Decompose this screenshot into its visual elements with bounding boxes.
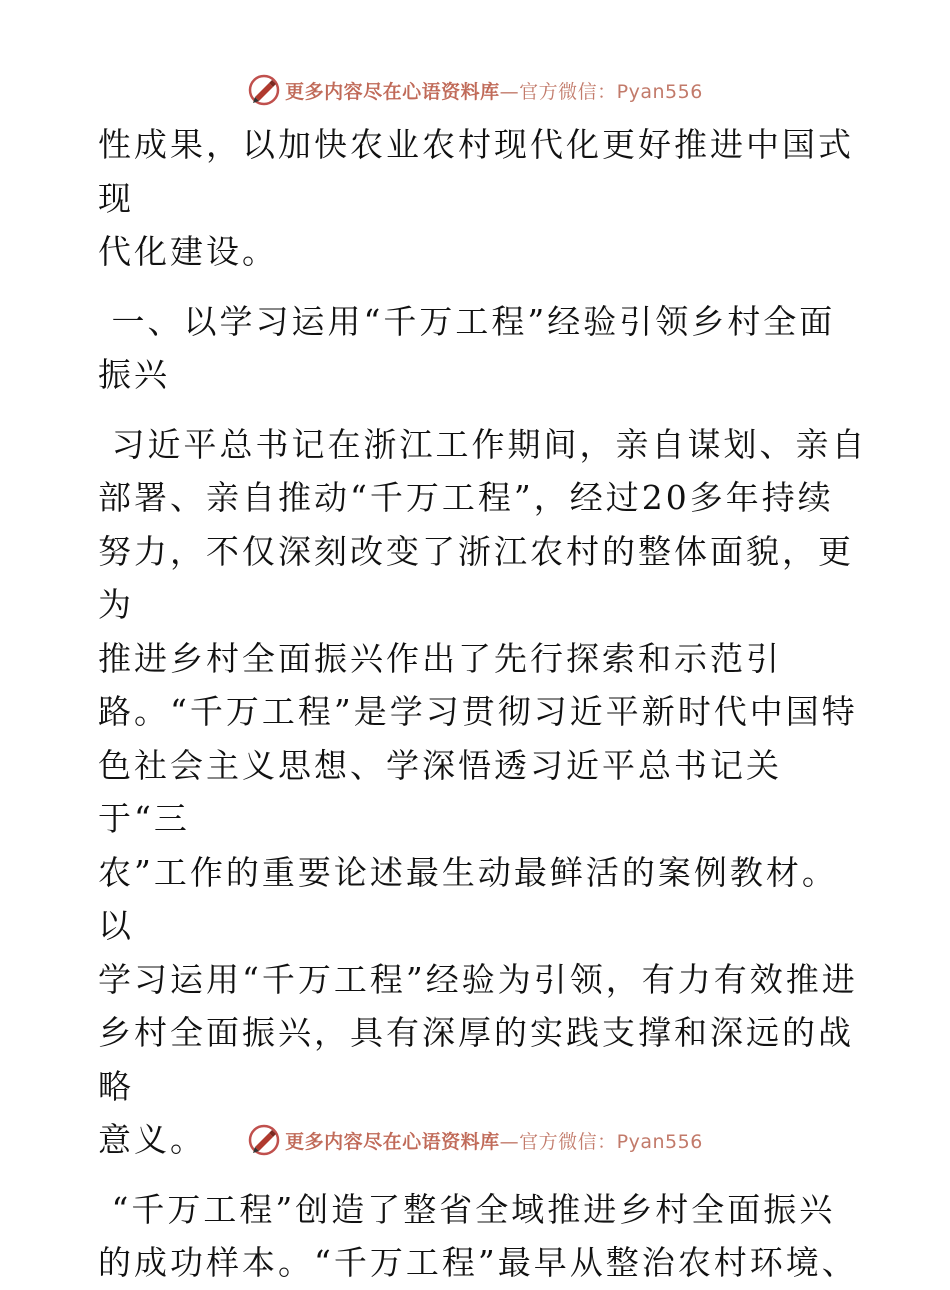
text-line: 代化建设。 [98, 232, 278, 271]
text-line: 努力，不仅深刻改变了浙江农村的整体面貌，更为 [98, 531, 854, 624]
watermark-lead: 更多内容尽在心语资料库 [285, 80, 500, 103]
text-line: 乡村全面振兴，具有深厚的实践支撑和深远的战略 [98, 1013, 854, 1106]
text-line: 的成功样本。“千万工程”最早从整治农村环境、 [98, 1243, 858, 1282]
watermark-banner-top [0, 70, 950, 110]
text-line: 推进乡村全面振兴作出了先行探索和示范引 [98, 638, 782, 678]
watermark-tail: —官方微信：Pyan556 [499, 1130, 703, 1153]
pen-logo-icon [247, 73, 281, 107]
text-line: 性成果，以加快农业农村现代化更好推进中国式现 [98, 125, 854, 218]
section-heading-line: 振兴 [98, 355, 170, 394]
document-body [98, 118, 868, 1290]
text-line: 色社会主义思想、学深悟透习近平总书记关于“三 [98, 745, 782, 838]
watermark-tail: —官方微信：Pyan556 [499, 80, 703, 103]
text-line: “千万工程”创造了整省全域推进乡村全面振兴 [98, 1189, 836, 1229]
text-line: 习近平总书记在浙江工作期间，亲自谋划、亲自 [98, 424, 868, 464]
text-line: 路。“千万工程”是学习贯彻习近平新时代中国特 [98, 692, 858, 731]
text-line: 农”工作的重要论述最生动最鲜活的案例教材。以 [98, 852, 838, 945]
pen-logo-icon [247, 1123, 281, 1157]
section-heading-line: 一、以学习运用“千万工程”经验引领乡村全面 [98, 301, 836, 341]
text-line: 学习运用“千万工程”经验为引领，有力有效推进 [98, 959, 858, 999]
text-line: 部署、亲自推动“千万工程”，经过20多年持续 [98, 478, 834, 517]
text-line: 意义。 [98, 1120, 206, 1159]
watermark-text [285, 77, 703, 104]
watermark-banner-bottom [0, 1120, 950, 1160]
watermark-lead: 更多内容尽在心语资料库 [285, 1130, 500, 1153]
watermark-text [285, 1127, 703, 1154]
